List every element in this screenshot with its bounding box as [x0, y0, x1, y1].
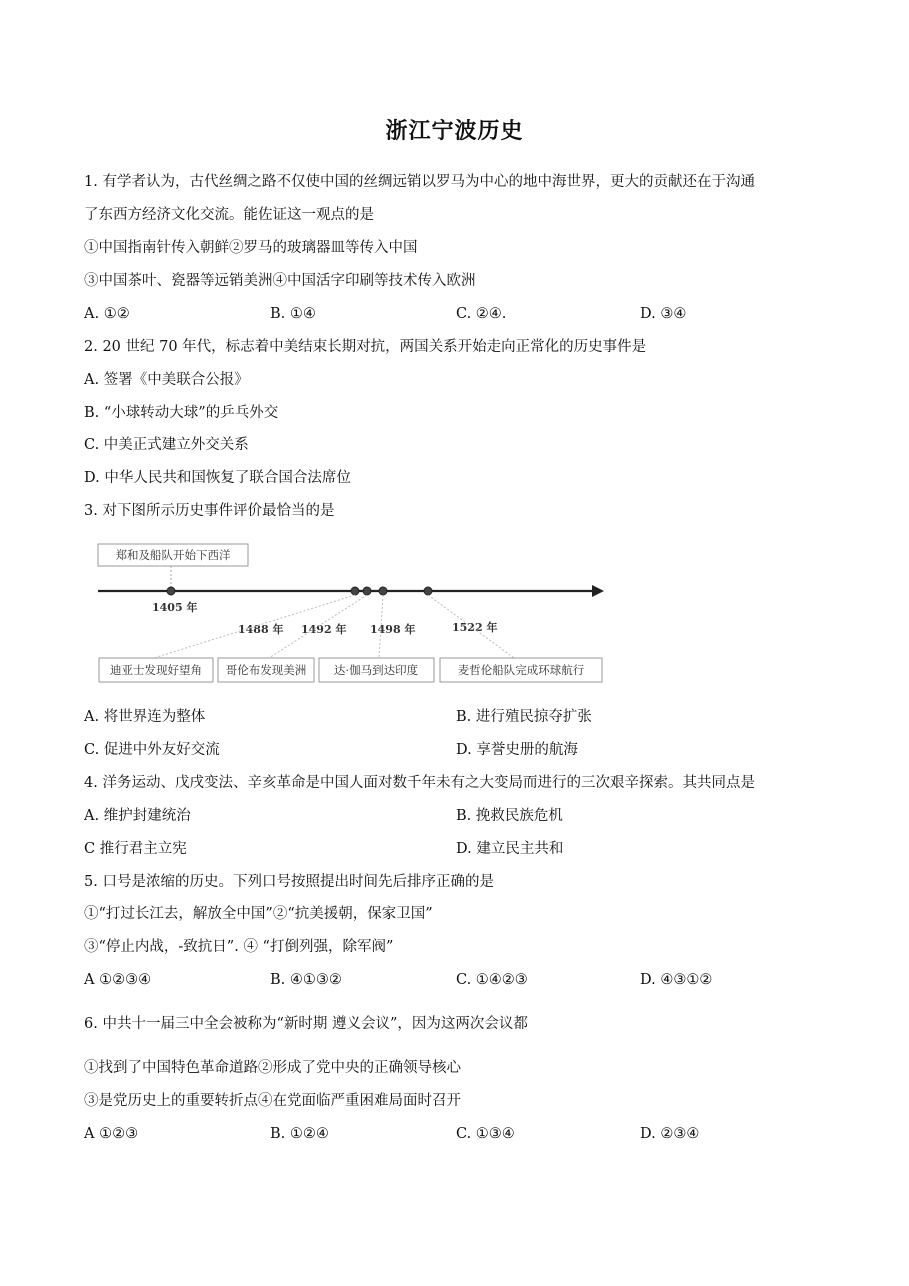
- q3-option-b[interactable]: B. 进行殖民掠夺扩张: [456, 709, 592, 725]
- q1-item2: ③中国茶叶、瓷器等远销美洲④中国活字印刷等技术传入欧洲: [84, 273, 476, 289]
- q2-option-c[interactable]: C. 中美正式建立外交关系: [84, 437, 249, 453]
- q6-option-d[interactable]: D. ②③④: [640, 1126, 700, 1142]
- q1-option-c[interactable]: C. ②④.: [456, 306, 507, 322]
- timeline-year-1488: 1488 年: [238, 623, 284, 636]
- q5-option-c[interactable]: C. ①④②③: [456, 972, 528, 988]
- timeline-top-event-label: 郑和及船队开始下西洋: [115, 548, 231, 562]
- q6-item1: ①找到了中国特色革命道路②形成了党中央的正确领导核心: [84, 1060, 461, 1076]
- timeline-year-1522: 1522 年: [452, 621, 498, 634]
- q5-option-d[interactable]: D. ④③①②: [640, 972, 713, 988]
- q3-stem: 3. 对下图所示历史事件评价最恰当的是: [84, 503, 335, 519]
- page-title: 浙江宁波历史: [385, 119, 524, 144]
- q2-option-b[interactable]: B. “小球转动大球”的乒乓外交: [84, 405, 279, 421]
- q5-stem: 5. 口号是浓缩的历史。下列口号按照提出时间先后排序正确的是: [84, 874, 494, 890]
- q3-option-a[interactable]: A. 将世界连为整体: [84, 709, 206, 725]
- timeline-arrowhead: [592, 585, 604, 597]
- timeline-event-label-4: 麦哲伦船队完成环球航行: [457, 663, 585, 677]
- timeline-dot-1405: [167, 587, 175, 595]
- q4-stem: 4. 洋务运动、戊戌变法、辛亥革命是中国人面对数千年未有之大变局而进行的三次艰辛探索。其共同点是: [84, 775, 755, 791]
- timeline-event-label-1: 迪亚士发现好望角: [110, 663, 202, 677]
- q4-option-c[interactable]: C 推行君主立宪: [84, 841, 187, 857]
- q3-option-d[interactable]: D. 享誉史册的航海: [456, 742, 578, 758]
- timeline-year-1498: 1498 年: [370, 623, 416, 636]
- q4-option-d[interactable]: D. 建立民主共和: [456, 841, 564, 857]
- timeline-dot-1492: [363, 587, 371, 595]
- q1-stem-line1: 1. 有学者认为，古代丝绸之路不仅使中国的丝绸远销以罗马为中心的地中海世界，更大的贡献还在于沟通: [84, 174, 755, 190]
- timeline-dot-1522: [424, 587, 432, 595]
- q1-option-a[interactable]: A. ①②: [84, 306, 130, 322]
- q6-option-a[interactable]: A ①②③: [84, 1126, 139, 1142]
- q4-option-a[interactable]: A. 维护封建统治: [84, 808, 191, 824]
- q1-item1: ①中国指南针传入朝鲜②罗马的玻璃器皿等传入中国: [84, 240, 418, 256]
- q1-option-d[interactable]: D. ③④: [640, 306, 687, 322]
- q2-stem: 2. 20 世纪 70 年代，标志着中美结束长期对抗，两国关系开始走向正常化的历史事件是: [84, 339, 647, 355]
- timeline-year-1492: 1492 年: [301, 623, 347, 636]
- q6-stem: 6. 中共十一届三中全会被称为“新时期 遵义会议”，因为这两次会议都: [84, 1016, 528, 1032]
- timeline-dot-1498: [379, 587, 387, 595]
- q4-option-b[interactable]: B. 挽救民族危机: [456, 808, 563, 824]
- q5-item2: ③“停止内战，-致抗日”. ④ “打倒列强，除军阀”: [84, 939, 394, 955]
- q3-option-c[interactable]: C. 促进中外友好交流: [84, 742, 220, 758]
- q1-option-b[interactable]: B. ①④: [270, 306, 316, 322]
- timeline-dot-1488: [351, 587, 359, 595]
- q5-option-a[interactable]: A ①②③④: [84, 972, 152, 988]
- q2-option-a[interactable]: A. 签署《中美联合公报》: [84, 372, 249, 388]
- q2-option-d[interactable]: D. 中华人民共和国恢复了联合国合法席位: [84, 470, 351, 486]
- timeline-year-1405: 1405 年: [152, 601, 198, 614]
- q6-item2: ③是党历史上的重要转折点④在党面临严重困难局面时召开: [84, 1093, 461, 1109]
- q5-option-b[interactable]: B. ④①③②: [270, 972, 342, 988]
- timeline-figure: [94, 538, 614, 688]
- q6-option-c[interactable]: C. ①③④: [456, 1126, 515, 1142]
- q6-option-b[interactable]: B. ①②④: [270, 1126, 329, 1142]
- timeline-event-label-3: 达·伽马到达印度: [333, 663, 419, 677]
- timeline-event-label-2: 哥伦布发现美洲: [225, 663, 307, 677]
- q1-stem-line2: 了东西方经济文化交流。能佐证这一观点的是: [84, 207, 374, 223]
- q5-item1: ①“打过长江去，解放全中国”②“抗美援朝，保家卫国”: [84, 906, 433, 922]
